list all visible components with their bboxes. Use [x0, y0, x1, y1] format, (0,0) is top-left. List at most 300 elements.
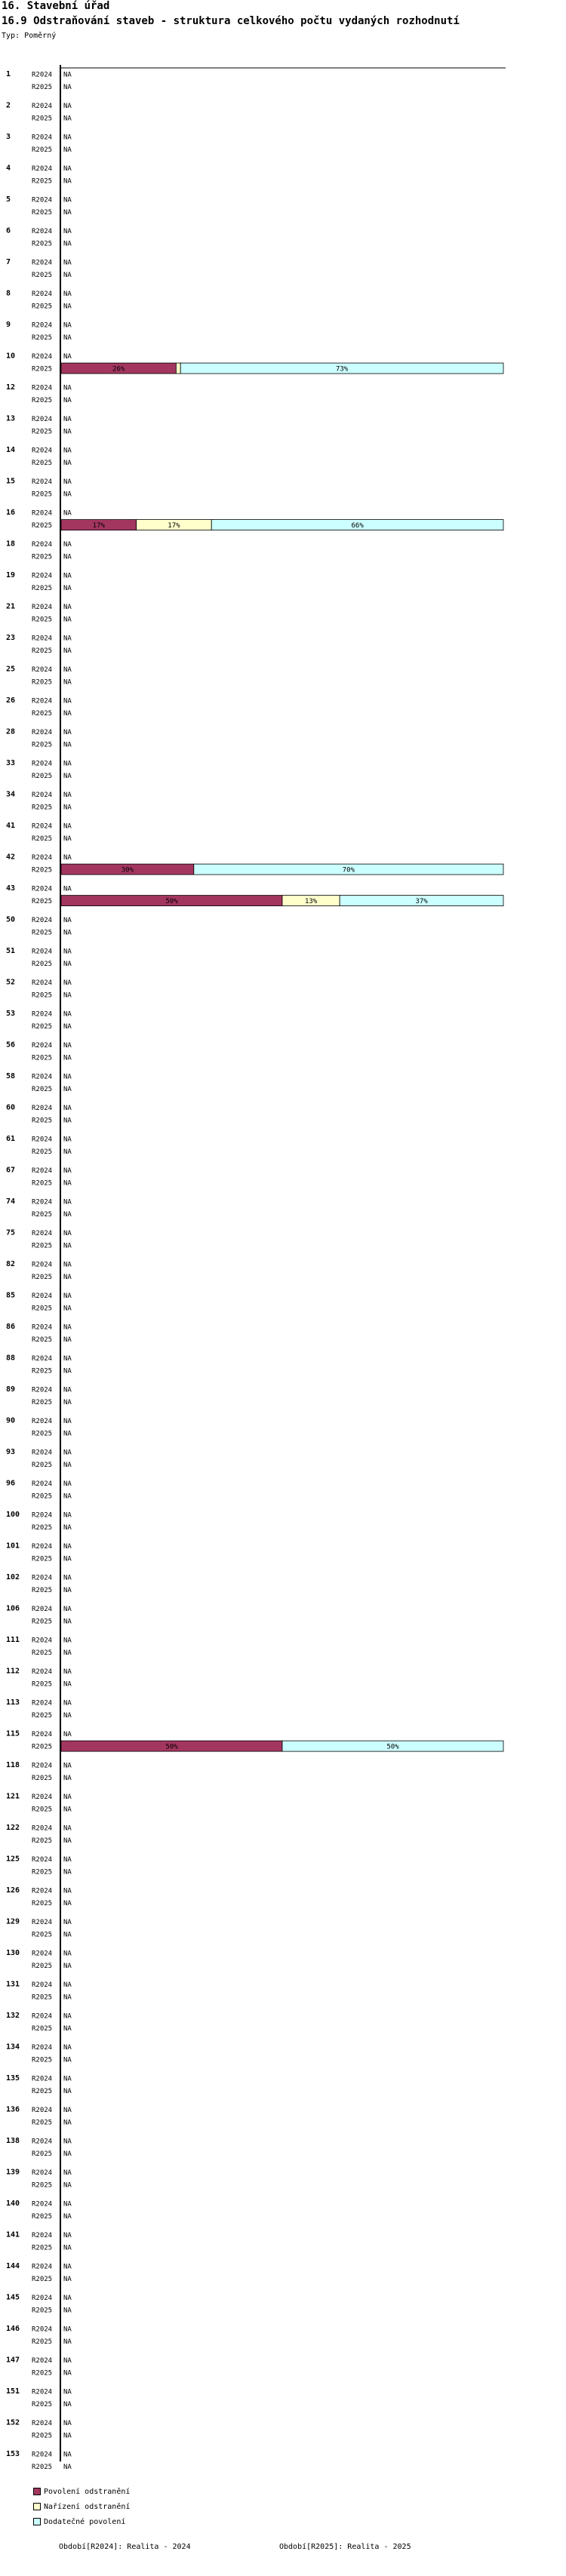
row-period-label: R2024 [32, 2044, 53, 2052]
na-value-label: NA [63, 2075, 72, 2083]
na-value-label: NA [63, 272, 72, 280]
na-value-label: NA [63, 1606, 72, 1614]
row-period-label: R2025 [32, 1117, 53, 1125]
row-period-label: R2024 [32, 635, 53, 643]
category-label: 134 [6, 2043, 20, 2052]
row-period-label: R2025 [32, 2432, 53, 2440]
na-value-label: NA [63, 1261, 72, 1269]
na-value-label: NA [63, 2138, 72, 2146]
category-label: 89 [6, 1385, 16, 1394]
category-label: 3 [6, 133, 11, 141]
na-value-label: NA [63, 303, 72, 311]
data-label: 17% [168, 522, 180, 530]
category-label: 132 [6, 2012, 20, 2020]
na-value-label: NA [63, 384, 72, 392]
row-period-label: R2025 [32, 209, 53, 217]
row-period-label: R2025 [32, 866, 53, 875]
row-period-label: R2024 [32, 1606, 53, 1614]
na-value-label: NA [63, 541, 72, 549]
row-period-label: R2024 [32, 196, 53, 204]
na-value-label: NA [63, 948, 72, 956]
na-value-label: NA [63, 1355, 72, 1363]
row-period-label: R2025 [32, 1305, 53, 1313]
row-period-label: R2024 [32, 2325, 53, 2334]
legend-swatch [33, 2503, 41, 2510]
na-value-label: NA [63, 1868, 72, 1877]
na-value-label: NA [63, 729, 72, 737]
category-label: 102 [6, 1573, 20, 1582]
row-period-label: R2025 [32, 1712, 53, 1720]
row-period-label: R2025 [32, 741, 53, 749]
na-value-label: NA [63, 1680, 72, 1689]
category-label: 7 [6, 258, 11, 266]
na-value-label: NA [63, 428, 72, 436]
na-value-label: NA [63, 1887, 72, 1895]
row-period-label: R2024 [32, 729, 53, 737]
na-value-label: NA [63, 134, 72, 142]
na-value-label: NA [63, 1981, 72, 1990]
row-period-label: R2024 [32, 1073, 53, 1081]
na-value-label: NA [63, 979, 72, 988]
na-value-label: NA [63, 616, 72, 624]
category-label: 18 [6, 539, 16, 549]
na-value-label: NA [63, 1587, 72, 1595]
row-period-label: R2025 [32, 553, 53, 561]
row-period-label: R2024 [32, 1699, 53, 1708]
na-value-label: NA [63, 2181, 72, 2190]
na-value-label: NA [63, 1418, 72, 1426]
row-period-label: R2024 [32, 2420, 53, 2428]
na-value-label: NA [63, 697, 72, 705]
row-period-label: R2025 [32, 2244, 53, 2252]
na-value-label: NA [63, 146, 72, 155]
row-period-label: R2024 [32, 1574, 53, 1582]
na-value-label: NA [63, 961, 72, 969]
data-label: 13% [304, 898, 318, 906]
na-value-label: NA [63, 553, 72, 561]
na-value-label: NA [63, 1480, 72, 1489]
row-period-label: R2025 [32, 397, 53, 405]
row-period-label: R2025 [32, 115, 53, 123]
na-value-label: NA [63, 1963, 72, 1971]
row-period-label: R2024 [32, 604, 53, 612]
row-period-label: R2024 [32, 1950, 53, 1958]
legend-label: Povolení odstranění [44, 2488, 131, 2496]
row-period-label: R2025 [32, 2464, 53, 2472]
row-period-label: R2025 [32, 616, 53, 624]
category-label: 112 [6, 1667, 20, 1676]
category-label: 15 [6, 477, 16, 486]
row-period-label: R2024 [32, 2075, 53, 2083]
row-period-label: R2024 [32, 1480, 53, 1489]
category-label: 6 [6, 226, 11, 235]
row-period-label: R2024 [32, 1105, 53, 1113]
category-label: 152 [6, 2418, 20, 2427]
na-value-label: NA [63, 1305, 72, 1313]
row-period-label: R2025 [32, 710, 53, 718]
row-period-label: R2025 [32, 460, 53, 468]
row-period-label: R2024 [32, 321, 53, 330]
na-value-label: NA [63, 228, 72, 236]
row-period-label: R2025 [32, 835, 53, 844]
row-period-label: R2025 [32, 647, 53, 656]
na-value-label: NA [63, 585, 72, 593]
row-period-label: R2024 [32, 1261, 53, 1269]
na-value-label: NA [63, 2432, 72, 2440]
na-value-label: NA [63, 2213, 72, 2221]
row-period-label: R2025 [32, 1179, 53, 1188]
na-value-label: NA [63, 1293, 72, 1301]
row-period-label: R2024 [32, 290, 53, 299]
row-period-label: R2025 [32, 177, 53, 186]
na-value-label: NA [63, 1105, 72, 1113]
na-value-label: NA [63, 2169, 72, 2178]
na-value-label: NA [63, 2464, 72, 2472]
na-value-label: NA [63, 353, 72, 361]
na-value-label: NA [63, 1242, 72, 1250]
na-value-label: NA [63, 710, 72, 718]
data-label: 50% [386, 1743, 399, 1751]
na-value-label: NA [63, 1211, 72, 1219]
row-period-label: R2024 [32, 1449, 53, 1457]
row-period-label: R2025 [32, 2088, 53, 2096]
na-value-label: NA [63, 2369, 72, 2378]
na-value-label: NA [63, 2276, 72, 2284]
category-label: 100 [6, 1511, 20, 1519]
row-period-label: R2024 [32, 2388, 53, 2396]
na-value-label: NA [63, 2244, 72, 2252]
row-period-label: R2024 [32, 1010, 53, 1019]
row-period-label: R2024 [32, 1323, 53, 1332]
na-value-label: NA [63, 1449, 72, 1457]
na-value-label: NA [63, 885, 72, 893]
na-value-label: NA [63, 1712, 72, 1720]
category-label: 93 [6, 1448, 16, 1456]
na-value-label: NA [63, 2307, 72, 2315]
row-period-label: R2024 [32, 1230, 53, 1238]
na-value-label: NA [63, 2044, 72, 2052]
na-value-label: NA [63, 1086, 72, 1094]
row-period-label: R2025 [32, 240, 53, 248]
row-period-label: R2025 [32, 1806, 53, 1814]
na-value-label: NA [63, 1323, 72, 1332]
row-period-label: R2025 [32, 84, 53, 92]
category-label: 8 [6, 289, 11, 298]
row-period-label: R2025 [32, 2276, 53, 2284]
na-value-label: NA [63, 2338, 72, 2347]
category-label: 9 [6, 321, 11, 329]
na-value-label: NA [63, 1274, 72, 1282]
row-period-label: R2024 [32, 2200, 53, 2209]
na-value-label: NA [63, 804, 72, 812]
category-label: 56 [6, 1041, 16, 1050]
category-label: 58 [6, 1072, 16, 1081]
category-label: 19 [6, 571, 16, 579]
category-label: 21 [6, 602, 16, 611]
na-value-label: NA [63, 416, 72, 424]
category-label: 82 [6, 1260, 16, 1268]
category-label: 118 [6, 1761, 20, 1769]
row-period-label: R2024 [32, 2357, 53, 2365]
row-period-label: R2024 [32, 2295, 53, 2303]
na-value-label: NA [63, 760, 72, 768]
category-label: 28 [6, 727, 16, 736]
na-value-label: NA [63, 196, 72, 204]
na-value-label: NA [63, 2295, 72, 2303]
legend-swatch [33, 2518, 41, 2525]
na-value-label: NA [63, 2325, 72, 2334]
na-value-label: NA [63, 1386, 72, 1394]
row-period-label: R2025 [32, 1148, 53, 1157]
row-period-label: R2024 [32, 1136, 53, 1144]
na-value-label: NA [63, 1993, 72, 2002]
row-period-label: R2024 [32, 103, 53, 111]
legend-entry [33, 2518, 125, 2527]
na-value-label: NA [63, 647, 72, 656]
na-value-label: NA [63, 1524, 72, 1532]
category-label: 121 [6, 1792, 20, 1801]
category-label: 135 [6, 2074, 20, 2083]
category-label: 86 [6, 1323, 16, 1331]
row-period-label: R2025 [32, 2213, 53, 2221]
na-value-label: NA [63, 1762, 72, 1770]
category-label: 125 [6, 1855, 20, 1864]
category-label: 26 [6, 696, 16, 705]
period-2024-label: Období[R2024]: Realita - 2024 [59, 2543, 191, 2551]
category-label: 145 [6, 2293, 20, 2302]
na-value-label: NA [63, 2357, 72, 2365]
row-period-label: R2025 [32, 2369, 53, 2378]
na-value-label: NA [63, 509, 72, 518]
row-period-label: R2024 [32, 2451, 53, 2459]
row-period-label: R2024 [32, 416, 53, 424]
row-period-label: R2024 [32, 979, 53, 988]
category-label: 60 [6, 1103, 16, 1112]
row-period-label: R2025 [32, 1054, 53, 1062]
na-value-label: NA [63, 1837, 72, 1846]
row-period-label: R2024 [32, 760, 53, 768]
row-period-label: R2025 [32, 2025, 53, 2033]
row-period-label: R2024 [32, 2232, 53, 2240]
na-value-label: NA [63, 741, 72, 749]
category-label: 136 [6, 2105, 20, 2114]
na-value-label: NA [63, 1574, 72, 1582]
row-period-label: R2025 [32, 1336, 53, 1345]
row-period-label: R2024 [32, 1042, 53, 1050]
na-value-label: NA [63, 84, 72, 92]
na-value-label: NA [63, 321, 72, 330]
data-label: 73% [335, 365, 349, 373]
row-period-label: R2025 [32, 678, 53, 687]
row-period-label: R2025 [32, 1430, 53, 1438]
category-label: 52 [6, 978, 16, 987]
row-period-label: R2025 [32, 1023, 53, 1031]
row-period-label: R2025 [32, 1367, 53, 1376]
na-value-label: NA [63, 666, 72, 675]
na-value-label: NA [63, 103, 72, 111]
row-period-label: R2025 [32, 2401, 53, 2409]
category-label: 51 [6, 947, 16, 955]
category-label: 16 [6, 509, 16, 517]
row-period-label: R2025 [32, 1868, 53, 1877]
na-value-label: NA [63, 478, 72, 487]
row-period-label: R2025 [32, 1837, 53, 1846]
row-period-label: R2025 [32, 961, 53, 969]
category-label: 153 [6, 2450, 20, 2458]
row-period-label: R2024 [32, 917, 53, 925]
category-label: 131 [6, 1980, 20, 1989]
category-label: 106 [6, 1604, 20, 1613]
row-period-label: R2025 [32, 1743, 53, 1751]
row-period-label: R2024 [32, 1198, 53, 1207]
row-period-label: R2024 [32, 1418, 53, 1426]
na-value-label: NA [63, 2107, 72, 2115]
na-value-label: NA [63, 1167, 72, 1176]
row-period-label: R2025 [32, 773, 53, 781]
na-value-label: NA [63, 1856, 72, 1864]
row-period-label: R2025 [32, 1242, 53, 1250]
row-period-label: R2024 [32, 948, 53, 956]
na-value-label: NA [63, 115, 72, 123]
row-period-label: R2024 [32, 2138, 53, 2146]
na-value-label: NA [63, 1900, 72, 1908]
na-value-label: NA [63, 1010, 72, 1019]
category-label: 1 [6, 70, 11, 78]
row-period-label: R2025 [32, 1555, 53, 1563]
row-period-label: R2025 [32, 1900, 53, 1908]
chart-subtitle: 16.9 Odstraňování staveb - struktura celkového počtu vydaných rozhodnutí [2, 15, 460, 27]
na-value-label: NA [63, 259, 72, 267]
row-period-label: R2024 [32, 71, 53, 79]
na-value-label: NA [63, 822, 72, 831]
row-period-label: R2024 [32, 792, 53, 800]
row-period-label: R2024 [32, 1293, 53, 1301]
na-value-label: NA [63, 1555, 72, 1563]
na-value-label: NA [63, 490, 72, 499]
na-value-label: NA [63, 678, 72, 687]
row-period-label: R2024 [32, 259, 53, 267]
row-period-label: R2025 [32, 272, 53, 280]
row-period-label: R2024 [32, 1856, 53, 1864]
na-value-label: NA [63, 929, 72, 937]
row-period-label: R2024 [32, 1731, 53, 1739]
na-value-label: NA [63, 604, 72, 612]
na-value-label: NA [63, 991, 72, 1000]
legend-entry [33, 2488, 130, 2497]
row-period-label: R2024 [32, 447, 53, 455]
row-period-label: R2025 [32, 1931, 53, 1939]
category-label: 74 [6, 1197, 16, 1206]
na-value-label: NA [63, 1511, 72, 1520]
na-value-label: NA [63, 397, 72, 405]
na-value-label: NA [63, 1543, 72, 1551]
row-period-label: R2025 [32, 303, 53, 311]
na-value-label: NA [63, 1148, 72, 1157]
category-label: 88 [6, 1354, 16, 1363]
legend-swatch [33, 2488, 41, 2495]
row-period-label: R2025 [32, 898, 53, 906]
row-period-label: R2025 [32, 2119, 53, 2127]
row-period-label: R2024 [32, 478, 53, 487]
data-label: 66% [351, 522, 364, 530]
row-period-label: R2024 [32, 2169, 53, 2178]
row-period-label: R2024 [32, 134, 53, 142]
category-label: 2 [6, 101, 11, 110]
row-period-label: R2025 [32, 991, 53, 1000]
na-value-label: NA [63, 1931, 72, 1939]
na-value-label: NA [63, 290, 72, 299]
row-period-label: R2025 [32, 1399, 53, 1407]
na-value-label: NA [63, 2388, 72, 2396]
row-period-label: R2024 [32, 572, 53, 580]
row-period-label: R2025 [32, 522, 53, 530]
row-period-label: R2024 [32, 666, 53, 675]
category-label: 141 [6, 2230, 20, 2239]
row-period-label: R2024 [32, 1824, 53, 1833]
category-label: 96 [6, 1479, 16, 1488]
data-label: 30% [121, 866, 134, 875]
na-value-label: NA [63, 773, 72, 781]
na-value-label: NA [63, 1699, 72, 1708]
na-value-label: NA [63, 792, 72, 800]
na-value-label: NA [63, 209, 72, 217]
row-period-label: R2024 [32, 353, 53, 361]
category-label: 53 [6, 1010, 16, 1018]
row-period-label: R2024 [32, 1919, 53, 1927]
na-value-label: NA [63, 2232, 72, 2240]
category-label: 144 [6, 2262, 20, 2270]
na-value-label: NA [63, 1042, 72, 1050]
row-period-label: R2025 [32, 1524, 53, 1532]
category-label: 23 [6, 634, 16, 642]
row-period-label: R2024 [32, 1511, 53, 1520]
na-value-label: NA [63, 334, 72, 343]
row-period-label: R2024 [32, 509, 53, 518]
na-value-label: NA [63, 1492, 72, 1501]
row-period-label: R2024 [32, 1981, 53, 1990]
row-period-label: R2024 [32, 854, 53, 862]
na-value-label: NA [63, 177, 72, 186]
category-label: 115 [6, 1729, 20, 1738]
na-value-label: NA [63, 71, 72, 79]
row-period-label: R2025 [32, 1963, 53, 1971]
na-value-label: NA [63, 835, 72, 844]
na-value-label: NA [63, 165, 72, 174]
category-label: 50 [6, 915, 16, 924]
na-value-label: NA [63, 2025, 72, 2033]
row-period-label: R2024 [32, 541, 53, 549]
na-value-label: NA [63, 2056, 72, 2064]
na-value-label: NA [63, 1775, 72, 1783]
row-period-label: R2025 [32, 804, 53, 812]
row-period-label: R2025 [32, 1649, 53, 1658]
chart-title: 16. Stavební úřad [2, 0, 110, 12]
row-period-label: R2025 [32, 334, 53, 343]
na-value-label: NA [63, 1668, 72, 1677]
category-label: 12 [6, 383, 16, 392]
row-period-label: R2024 [32, 1762, 53, 1770]
row-period-label: R2025 [32, 2150, 53, 2159]
category-label: 140 [6, 2199, 20, 2208]
category-label: 147 [6, 2356, 20, 2365]
row-period-label: R2024 [32, 1637, 53, 1645]
row-period-label: R2025 [32, 2307, 53, 2315]
na-value-label: NA [63, 2150, 72, 2159]
row-period-label: R2025 [32, 365, 53, 373]
row-period-label: R2024 [32, 1167, 53, 1176]
row-period-label: R2024 [32, 1887, 53, 1895]
na-value-label: NA [63, 2119, 72, 2127]
